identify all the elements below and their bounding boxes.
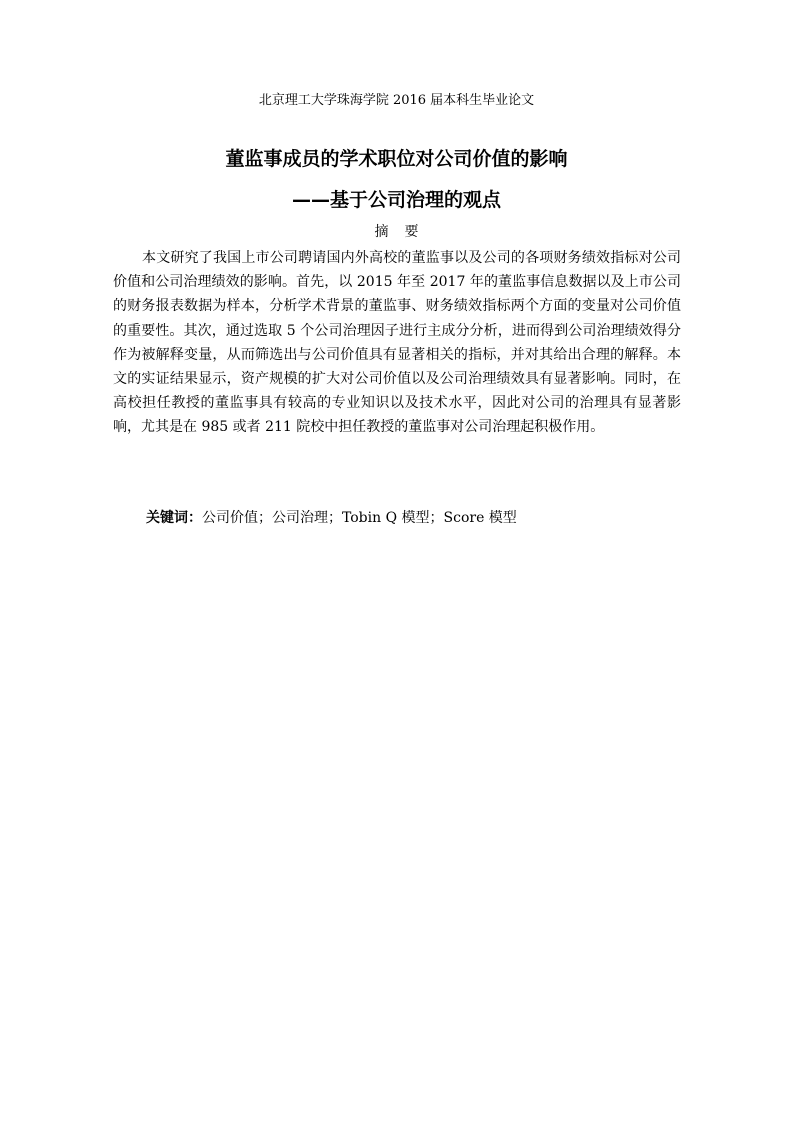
running-header: 北京理工大学珠海学院 2016 届本科生毕业论文 [258, 93, 535, 108]
abstract-body: 本文研究了我国上市公司聘请国内外高校的董监事以及公司的各项财务绩效指标对公司价值和公司治理绩效的影响。首先，以 2015 年至 2017 年的董监事信息数据以及上市公司的财务报表数据为样本，分析学术背景的董监事、财务绩效指标两个方面的变量对公司价值的重要性。其次，通过选取 5 个公司治理因子进行主成分分析，进而得到公司治理绩效得分作为被解释变量，从而筛选出与公司价值具有显著相关的指标，并对其给出合理的解释。本文的实证结果显示，资产规模的扩大对公司价值以及公司治理绩效具有显著影响。同时，在高校担任教授的董监事具有较高的专业知识以及技术水平，因此对公司的治理具有显著影响，尤其是在 985 或者 211 院校中担任教授的董监事对公司治理起积极作用。 [113, 250, 681, 436]
keywords-text: 公司价值；公司治理；Tobin Q 模型；Score 模型 [202, 510, 517, 526]
abstract-heading: 摘要 [374, 224, 435, 240]
thesis-title: 董监事成员的学术职位对公司价值的影响 [225, 148, 568, 170]
thesis-subtitle: ——基于公司治理的观点 [291, 189, 501, 211]
keywords-label: 关键词： [146, 510, 202, 526]
header-divider [112, 116, 681, 117]
keywords-line [146, 507, 686, 529]
